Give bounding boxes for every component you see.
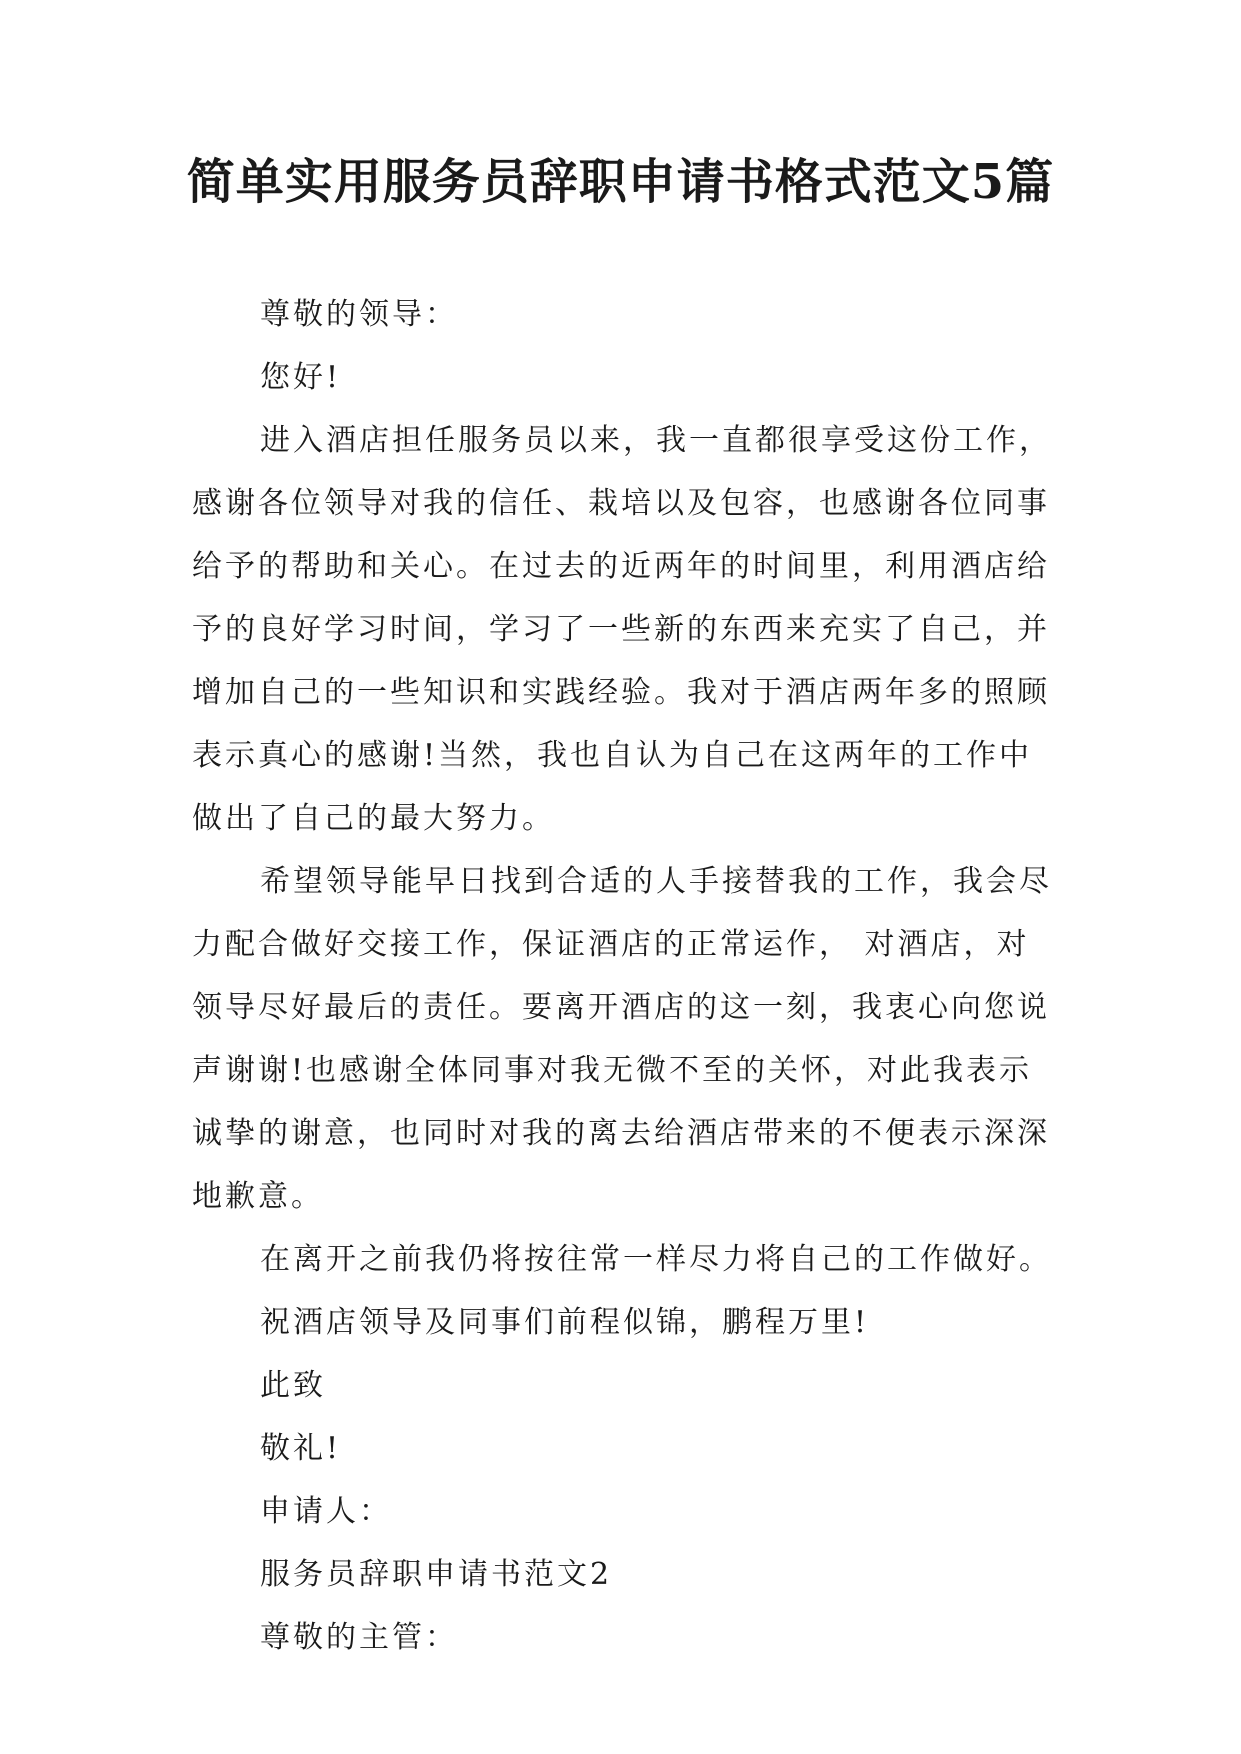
text-line: 在离开之前我仍将按往常一样尽力将自己的工作做好。 [260, 1242, 1052, 1277]
text-line: 此致 [260, 1368, 326, 1403]
text-line: 表示真心的感谢!当然，我也自认为自己在这两年的工作中 [192, 738, 1033, 773]
document-body [192, 283, 1052, 1669]
text-line: 给予的帮助和关心。在过去的近两年的时间里，利用酒店给 [192, 549, 1050, 584]
text-line: 尊敬的主管： [260, 1620, 458, 1655]
text-line: 做出了自己的最大努力。 [192, 801, 555, 836]
text-line: 予的良好学习时间，学习了一些新的东西来充实了自己，并 [192, 612, 1050, 647]
text-line: 声谢谢!也感谢全体同事对我无微不至的关怀，对此我表示 [192, 1053, 1033, 1088]
document-title: 简单实用服务员辞职申请书格式范文5篇 [186, 154, 1055, 210]
text-line: 申请人： [260, 1494, 392, 1529]
text-line: 敬礼! [260, 1431, 342, 1466]
text-line: 希望领导能早日找到合适的人手接替我的工作，我会尽 [260, 864, 1052, 899]
text-line: 您好! [260, 360, 342, 395]
text-line: 增加自己的一些知识和实践经验。我对于酒店两年多的照顾 [192, 675, 1050, 710]
text-line: 服务员辞职申请书范文2 [260, 1557, 613, 1592]
text-line: 进入酒店担任服务员以来，我一直都很享受这份工作， [260, 423, 1052, 458]
text-line: 力配合做好交接工作，保证酒店的正常运作， 对酒店，对 [192, 927, 1030, 962]
text-line: 祝酒店领导及同事们前程似锦，鹏程万里! [260, 1305, 870, 1340]
text-line: 尊敬的领导： [260, 297, 458, 332]
text-line: 感谢各位领导对我的信任、栽培以及包容，也感谢各位同事 [192, 486, 1050, 521]
text-line: 领导尽好最后的责任。要离开酒店的这一刻，我衷心向您说 [192, 990, 1050, 1025]
text-line: 诚挚的谢意，也同时对我的离去给酒店带来的不便表示深深 [192, 1116, 1050, 1151]
text-line: 地歉意。 [192, 1179, 324, 1214]
